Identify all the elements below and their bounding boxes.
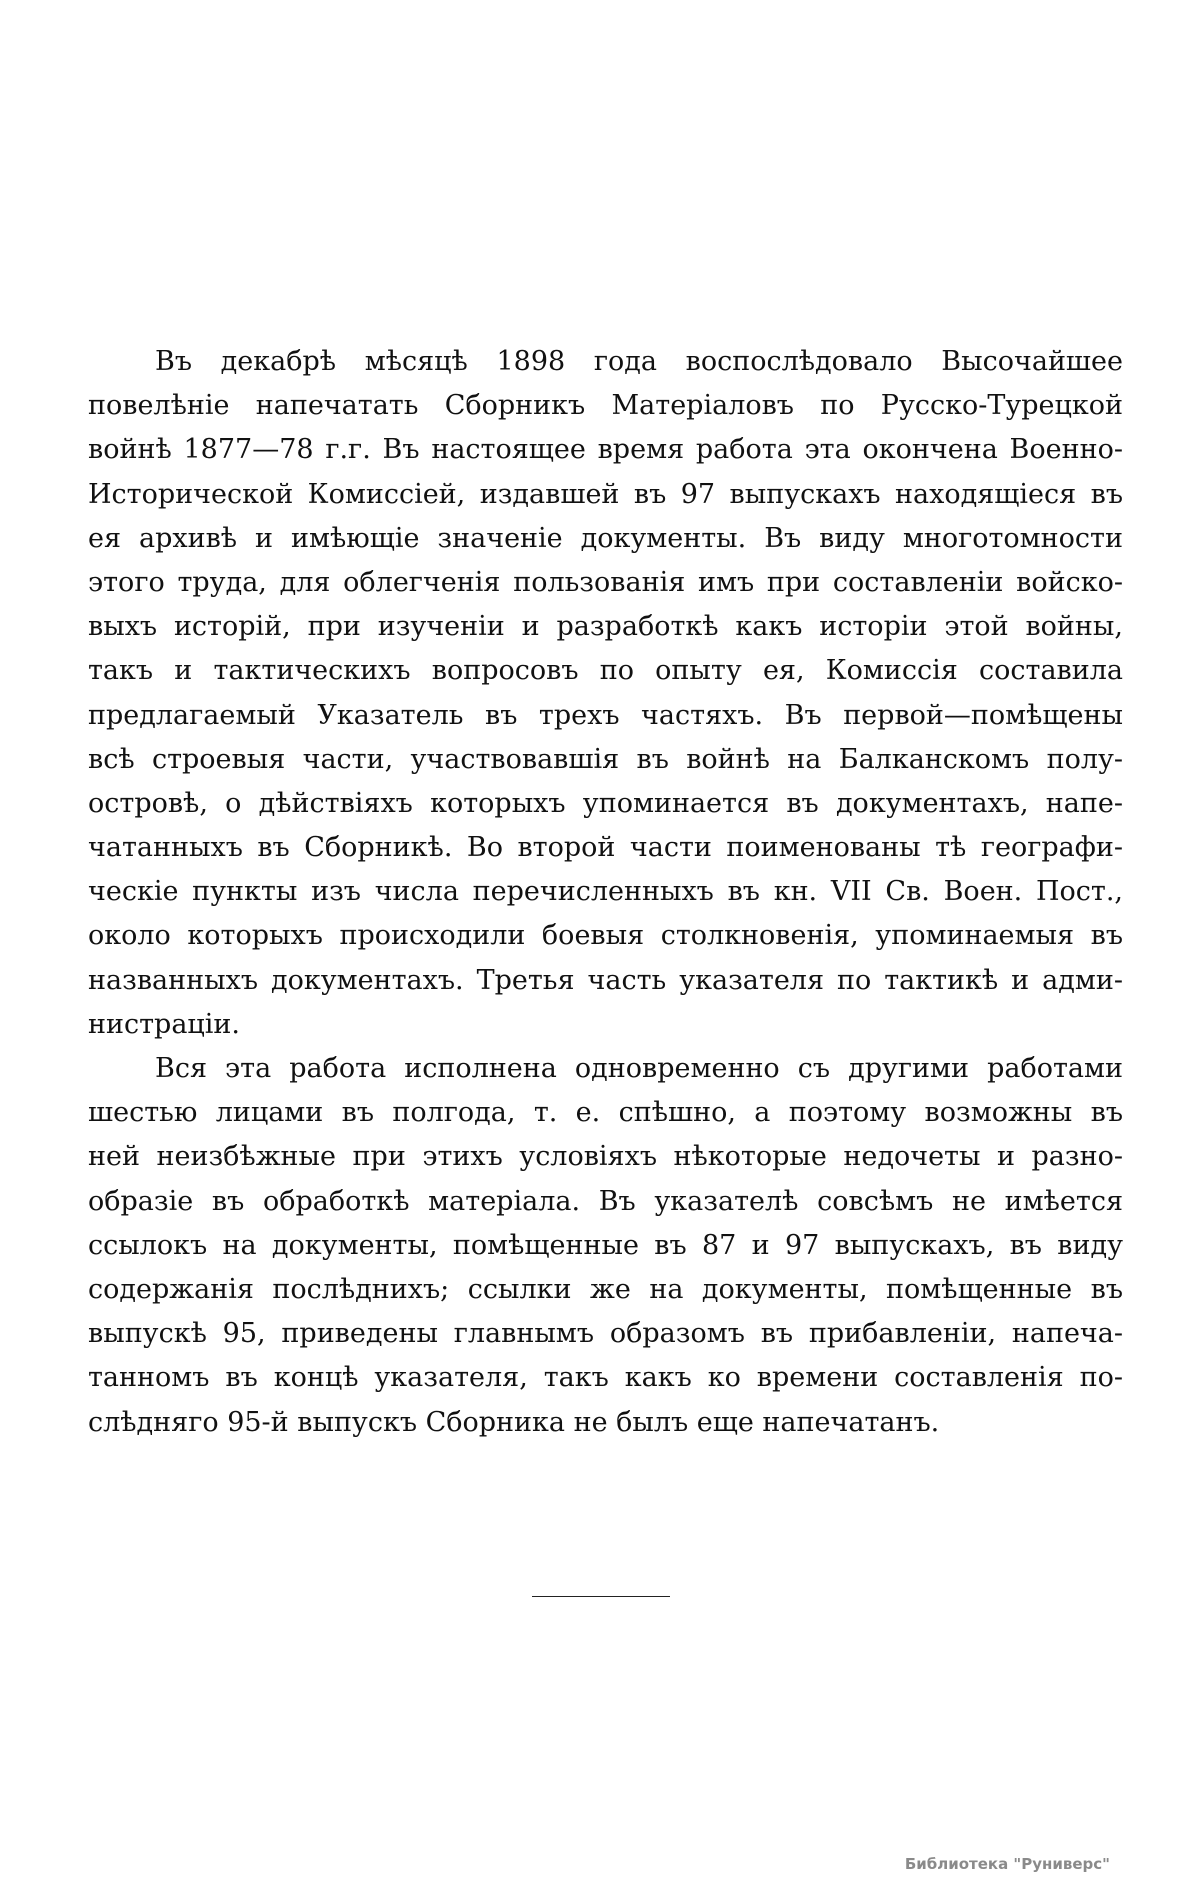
- paragraph-1: [88, 340, 1123, 1047]
- text-line: предлагаемый Указатель въ трехъ частяхъ. Въ первой—помѣщены: [88, 699, 1123, 731]
- text-line: Въ декабрѣ мѣсяцѣ 1898 года воспослѣдовало Высочайшее: [155, 346, 1123, 377]
- text-line: этого труда, для облегченія пользованія имъ при составленіи войско-: [88, 566, 1123, 598]
- text-line: всѣ строевыя части, участвовавшія въ войнѣ на Балканскомъ полу-: [88, 743, 1123, 775]
- text-line: около которыхъ происходили боевыя столкновенія, упоминаемыя въ: [88, 920, 1123, 952]
- text-line: ней неизбѣжные при этихъ условіяхъ нѣкоторые недочеты и разно-: [88, 1141, 1123, 1173]
- section-divider: [532, 1596, 670, 1597]
- text-line: такъ и тактическихъ вопросовъ по опыту ея, Комиссія составила: [88, 655, 1123, 687]
- text-line: содержанія послѣднихъ; ссылки же на документы, помѣщенные въ: [88, 1273, 1123, 1305]
- text-line: ея архивѣ и имѣющіе значеніе документы. Въ виду многотомности: [88, 522, 1123, 554]
- text-line: выпускѣ 95, приведены главнымъ образомъ въ прибавленіи, напеча-: [88, 1318, 1123, 1350]
- text-line: островѣ, о дѣйствіяхъ которыхъ упоминается въ документахъ, напе-: [88, 787, 1123, 819]
- text-line: повелѣніе напечатать Сборникъ Матеріаловъ по Русско-Турецкой: [88, 390, 1123, 422]
- text-line: войнѣ 1877—78 г.г. Въ настоящее время работа эта окончена Военно-: [88, 434, 1123, 466]
- text-line: слѣдняго 95-й выпускъ Сборника не былъ еще напечатанъ.: [88, 1406, 940, 1438]
- preface-text: [88, 340, 1123, 1445]
- text-line: Исторической Комиссіей, издавшей въ 97 выпускахъ находящіеся въ: [88, 478, 1123, 510]
- text-line: шестью лицами въ полгода, т. е. спѣшно, а поэтому возможны въ: [88, 1097, 1123, 1129]
- text-line: ческіе пункты изъ числа перечисленныхъ въ кн. VII Св. Воен. Пост.,: [88, 876, 1123, 908]
- text-line: названныхъ документахъ. Третья часть указателя по тактикѣ и адми-: [88, 964, 1123, 996]
- text-line: чатанныхъ въ Сборникѣ. Во второй части поименованы тѣ географи-: [88, 832, 1123, 864]
- text-line: выхъ исторій, при изученіи и разработкѣ какъ исторіи этой войны,: [88, 611, 1123, 643]
- paragraph-2: [88, 1047, 1123, 1445]
- text-line: Вся эта работа исполнена одновременно съ другими работами: [155, 1053, 1123, 1084]
- text-line: образіе въ обработкѣ матеріала. Въ указателѣ совсѣмъ не имѣется: [88, 1185, 1123, 1217]
- library-watermark: Библиотека "Руниверс": [904, 1855, 1110, 1873]
- text-line: танномъ въ концѣ указателя, такъ какъ ко времени составленія по-: [88, 1362, 1123, 1394]
- text-line: ссылокъ на документы, помѣщенные въ 87 и 97 выпускахъ, въ виду: [88, 1229, 1123, 1261]
- text-line: нистраціи.: [88, 1008, 241, 1040]
